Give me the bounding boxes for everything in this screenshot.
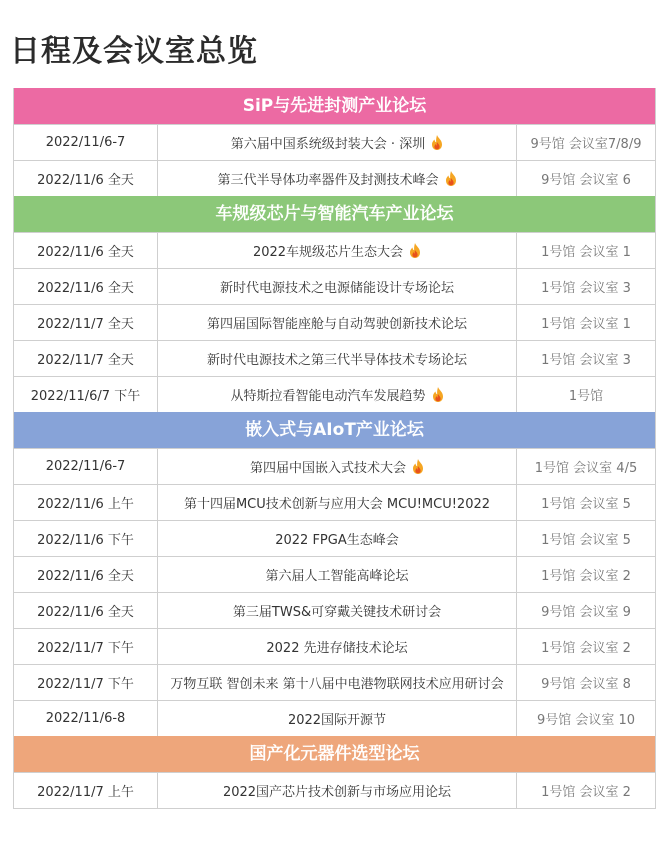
table-row bbox=[14, 664, 655, 700]
event-name: 2022 FPGA生态峰会 bbox=[275, 533, 399, 548]
table-row bbox=[14, 304, 655, 340]
fire-icon bbox=[409, 243, 421, 258]
event-name: 2022 先进存储技术论坛 bbox=[266, 641, 408, 656]
date-cell: 2022/11/6 全天 bbox=[14, 557, 158, 592]
event-name: 第十四届MCU技术创新与应用大会 MCU!MCU!2022 bbox=[183, 497, 491, 512]
event-name: 2022国产芯片技术创新与市场应用论坛 bbox=[222, 785, 452, 800]
venue-cell: 1号馆 会议室 3 bbox=[541, 281, 631, 296]
date-cell: 2022/11/7 全天 bbox=[14, 305, 158, 340]
fire-icon bbox=[432, 387, 444, 402]
table-row bbox=[14, 160, 655, 196]
event-name: 第六届人工智能高峰论坛 bbox=[265, 569, 409, 584]
event-cell bbox=[158, 377, 517, 412]
venue-cell: 9号馆 会议室 6 bbox=[541, 173, 631, 188]
date-cell: 2022/11/6 全天 bbox=[14, 269, 158, 304]
event-name: 新时代电源技术之第三代半导体技术专场论坛 bbox=[206, 353, 467, 368]
event-name: 第三届TWS&可穿戴关键技术研讨会 bbox=[232, 605, 442, 620]
date-cell: 2022/11/6 全天 bbox=[14, 233, 158, 268]
event-cell bbox=[158, 341, 517, 376]
venue-cell: 1号馆 会议室 5 bbox=[541, 533, 631, 548]
schedule-table bbox=[13, 88, 656, 809]
date-cell: 2022/11/6 下午 bbox=[14, 521, 158, 556]
date-cell: 2022/11/7 下午 bbox=[14, 629, 158, 664]
event-name: 万物互联 智创未来 第十八届中电港物联网技术应用研讨会 bbox=[170, 677, 504, 692]
fire-icon bbox=[412, 459, 424, 474]
date-cell: 2022/11/6-8 bbox=[14, 701, 158, 736]
event-name: 从特斯拉看智能电动汽车发展趋势 bbox=[230, 389, 426, 404]
event-cell bbox=[158, 125, 517, 160]
venue-cell: 1号馆 会议室 2 bbox=[541, 641, 631, 656]
event-cell bbox=[158, 485, 517, 520]
table-row bbox=[14, 700, 655, 736]
venue-cell: 9号馆 会议室 10 bbox=[536, 713, 636, 728]
event-cell bbox=[158, 593, 517, 628]
venue-cell: 1号馆 会议室 4/5 bbox=[534, 461, 638, 476]
date-cell: 2022/11/7 上午 bbox=[14, 773, 158, 808]
event-cell bbox=[158, 161, 517, 196]
event-cell bbox=[158, 701, 517, 736]
fire-icon bbox=[445, 171, 457, 186]
date-cell: 2022/11/6-7 bbox=[14, 449, 158, 484]
table-row bbox=[14, 520, 655, 556]
event-cell bbox=[158, 665, 517, 700]
table-row bbox=[14, 484, 655, 520]
date-cell: 2022/11/6 全天 bbox=[14, 593, 158, 628]
event-cell bbox=[158, 521, 517, 556]
venue-cell: 1号馆 会议室 5 bbox=[541, 497, 631, 512]
date-cell: 2022/11/6 全天 bbox=[14, 161, 158, 196]
table-row bbox=[14, 592, 655, 628]
table-row bbox=[14, 268, 655, 304]
section-header: 嵌入式与AIoT产业论坛 bbox=[14, 412, 655, 448]
event-name: 第六届中国系统级封装大会 · 深圳 bbox=[230, 137, 426, 152]
event-name: 第四届国际智能座舱与自动驾驶创新技术论坛 bbox=[206, 317, 467, 332]
fire-icon bbox=[431, 135, 443, 150]
table-row bbox=[14, 448, 655, 484]
date-cell: 2022/11/7 下午 bbox=[14, 665, 158, 700]
venue-cell: 9号馆 会议室 8 bbox=[541, 677, 631, 692]
date-cell: 2022/11/6 上午 bbox=[14, 485, 158, 520]
venue-cell: 1号馆 会议室 3 bbox=[541, 353, 631, 368]
venue-cell: 1号馆 会议室 1 bbox=[541, 245, 631, 260]
table-row bbox=[14, 232, 655, 268]
table-row bbox=[14, 628, 655, 664]
page-title: 日程及会议室总览 bbox=[10, 34, 258, 69]
section-header: 车规级芯片与智能汽车产业论坛 bbox=[14, 196, 655, 232]
date-cell: 2022/11/6-7 bbox=[14, 125, 158, 160]
date-cell: 2022/11/6/7 下午 bbox=[14, 377, 158, 412]
event-cell bbox=[158, 449, 517, 484]
event-cell bbox=[158, 233, 517, 268]
event-cell bbox=[158, 773, 517, 808]
event-name: 2022国际开源节 bbox=[287, 713, 387, 728]
table-row bbox=[14, 376, 655, 412]
date-cell: 2022/11/7 全天 bbox=[14, 341, 158, 376]
table-row bbox=[14, 124, 655, 160]
event-name: 新时代电源技术之电源储能设计专场论坛 bbox=[219, 281, 454, 296]
event-name: 第三代半导体功率器件及封测技术峰会 bbox=[217, 173, 439, 188]
event-cell bbox=[158, 305, 517, 340]
venue-cell: 9号馆 会议室7/8/9 bbox=[530, 137, 642, 152]
section-header: SiP与先进封测产业论坛 bbox=[14, 88, 655, 124]
venue-cell: 1号馆 会议室 1 bbox=[541, 317, 631, 332]
event-cell bbox=[158, 557, 517, 592]
venue-cell: 1号馆 会议室 2 bbox=[541, 569, 631, 584]
venue-cell: 1号馆 bbox=[568, 389, 604, 404]
table-row bbox=[14, 772, 655, 808]
event-name: 2022车规级芯片生态大会 bbox=[252, 245, 404, 260]
event-cell bbox=[158, 269, 517, 304]
section-header: 国产化元器件选型论坛 bbox=[14, 736, 655, 772]
event-name: 第四届中国嵌入式技术大会 bbox=[249, 461, 406, 476]
table-row bbox=[14, 340, 655, 376]
venue-cell: 1号馆 会议室 2 bbox=[541, 785, 631, 800]
event-cell bbox=[158, 629, 517, 664]
table-row bbox=[14, 556, 655, 592]
venue-cell: 9号馆 会议室 9 bbox=[541, 605, 631, 620]
